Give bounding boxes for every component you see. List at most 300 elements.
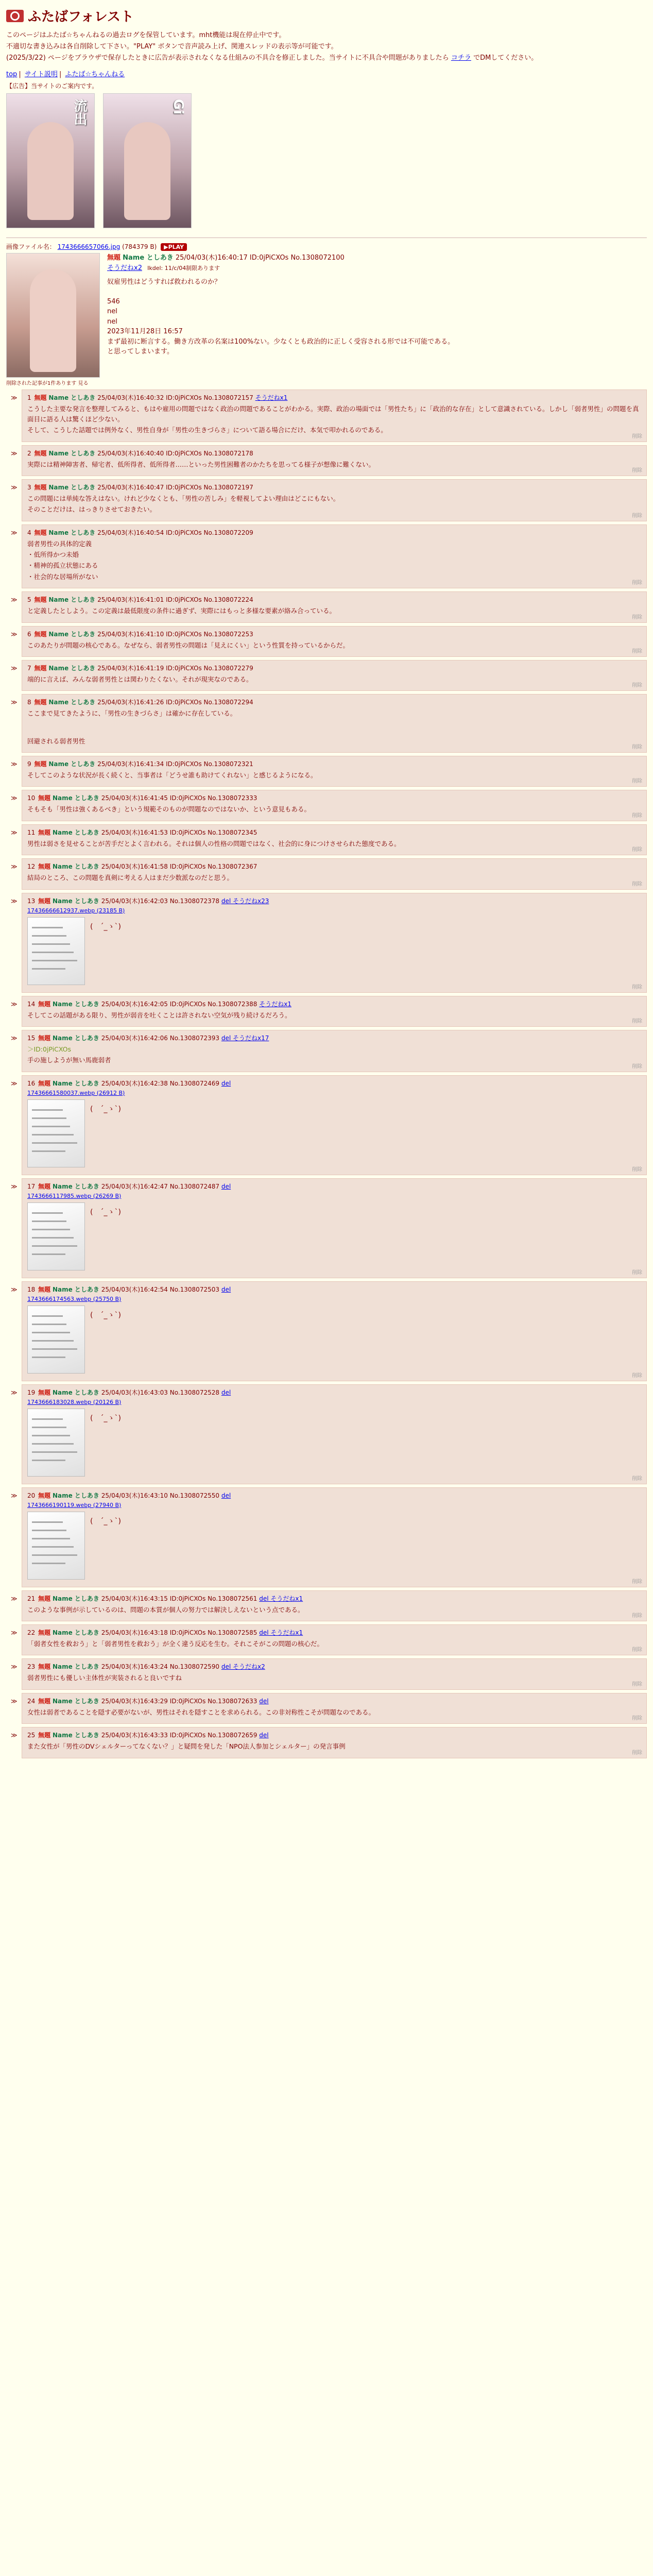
op-body: [107, 253, 454, 386]
intro-text: (2025/3/22) ページをブラウザで保存したときに広告が表示されなくなる仕組みの不具合を修正しました。当サイトに不具合や問題がありましたら: [6, 54, 449, 62]
reply-datetime: 25/04/03(木)16:41:19 ID:0jPiCXOs No.1308072279: [97, 664, 253, 672]
reply-number: 13: [27, 897, 36, 905]
reply-post: [11, 389, 647, 442]
reply-list: [6, 389, 647, 1758]
delete-button[interactable]: 削除: [632, 1579, 642, 1585]
reply-subject: 無題: [34, 394, 47, 402]
reply-datetime: 25/04/03(木)16:43:18 ID:0jPiCXOs No.1308072585: [101, 1629, 257, 1637]
reply-thumbnail[interactable]: [27, 1409, 85, 1477]
reply-media-row: [27, 1510, 641, 1582]
delete-button[interactable]: 削除: [632, 1476, 642, 1482]
sodane-button[interactable]: del: [221, 1285, 231, 1293]
nav-about-link[interactable]: サイト説明: [24, 71, 58, 79]
reply-header: [27, 1491, 641, 1500]
sodane-button[interactable]: del そうだねx17: [221, 1034, 269, 1042]
reply-name: Name としあき: [52, 1663, 99, 1671]
reply-datetime: 25/04/03(木)16:41:26 ID:0jPiCXOs No.1308072294: [97, 699, 253, 706]
op-line: まず最初に断言する。働き方改革の名案は100%ない。少なくとも政治的に正しく受容される形では不可能である。: [107, 337, 455, 346]
reply-body: [27, 770, 641, 780]
reply-subject: 無題: [34, 760, 47, 768]
reply-file-info: [27, 1296, 641, 1302]
delete-button[interactable]: 削除: [632, 984, 642, 990]
reply-body: [27, 640, 641, 650]
sodane-button[interactable]: del: [259, 1732, 269, 1739]
reply-post: [11, 1693, 647, 1724]
reply-header: [27, 759, 641, 768]
reply-number: 4: [27, 529, 31, 536]
reply-arrow-icon: ≫: [11, 1000, 18, 1008]
reply-datetime: 25/04/03(木)16:40:47 ID:0jPiCXOs No.1308072197: [97, 483, 253, 491]
reply-header: [27, 1182, 641, 1191]
sodane-button[interactable]: del: [221, 1492, 231, 1499]
reply-subject: 無題: [38, 897, 51, 905]
sodane-button[interactable]: del そうだねx2: [221, 1663, 265, 1671]
reply-body: [27, 674, 641, 684]
reply-arrow-icon: ≫: [11, 394, 18, 402]
reply-name: Name としあき: [52, 828, 99, 836]
reply-line: 女性は弱者であることを隠す必要がないが、男性はそれを隠すことを求められる。この非対称性こそが問題なのである。: [27, 1708, 375, 1716]
reply-name: Name としあき: [48, 760, 96, 768]
delete-button[interactable]: 削除: [632, 683, 642, 689]
reply-subject: 無題: [38, 1629, 51, 1637]
reply-name: Name としあき: [52, 1388, 99, 1396]
reply-line: 男性は弱さを見せることが苦手だとよく言われる。それは個人の性格の問題ではなく、社会的に身につけさせられた態度である。: [27, 839, 401, 848]
delete-button[interactable]: 削除: [632, 881, 642, 887]
reply-media-row: [27, 1200, 641, 1273]
reply-arrow-icon: ≫: [11, 1079, 18, 1087]
site-title[interactable]: ふたばフォレスト: [28, 9, 134, 25]
reply-post: [11, 1030, 647, 1072]
reply-file-link[interactable]: 1743666174563.webp (25750 B): [27, 1295, 122, 1302]
op-image-caption: 削除された記事が1件あります 見る: [6, 381, 89, 387]
reply-body: [27, 1741, 641, 1751]
reply-number: 14: [27, 1000, 36, 1008]
reply-line: また女性が「男性のDVシェルターってなくない？」と疑問を発した「NPO法人参加とシェルター」の発言事例: [27, 1742, 346, 1751]
delete-button[interactable]: 削除: [632, 778, 642, 785]
reply-arrow-icon: ≫: [11, 1732, 18, 1739]
reply-number: 6: [27, 630, 31, 638]
reply-header: [27, 1079, 641, 1088]
op-line: nel: [107, 317, 117, 326]
reply-file-info: [27, 1399, 641, 1405]
reply-line: [27, 720, 641, 727]
reply-post: [11, 1590, 647, 1621]
reply-header: [27, 862, 641, 871]
reply-number: 1: [27, 394, 31, 402]
reply-line: そもそも「男性は強くあるべき」という規範そのものが問題なのではないか、という意見もある。: [27, 805, 311, 814]
reply-datetime: 25/04/03(木)16:43:24 No.1308072590: [101, 1663, 219, 1671]
reply-thumbnail[interactable]: [27, 917, 85, 985]
reply-number: 23: [27, 1663, 36, 1671]
reply-header: [27, 828, 641, 837]
reply-datetime: 25/04/03(木)16:42:06 No.1308072393: [101, 1034, 219, 1042]
reply-file-link[interactable]: 17436666612937.webp (23185 B): [27, 907, 125, 914]
reply-datetime: 25/04/03(木)16:42:54 No.1308072503: [101, 1285, 219, 1293]
reply-post: [11, 790, 647, 821]
reply-datetime: 25/04/03(木)16:42:47 No.1308072487: [101, 1182, 219, 1190]
reply-arrow-icon: ≫: [11, 1629, 18, 1637]
intro-line: 不適切な書き込みは各自削除して下さい。"PLAY" ボタンで音声読み上げ、関連スレッドの表示等が可能です。: [6, 43, 338, 51]
reply-media-row: [27, 915, 641, 987]
reply-subject: 無題: [38, 1492, 51, 1499]
reply-body: [27, 873, 641, 883]
reply-name: Name としあき: [48, 596, 96, 604]
reply-number: 11: [27, 828, 36, 836]
reply-name: Name としあき: [52, 1595, 99, 1602]
delete-button[interactable]: 削除: [632, 1647, 642, 1653]
ad-banner[interactable]: [103, 93, 192, 228]
reply-subject: 無題: [38, 1079, 51, 1087]
reply-line: そしてこのような状況が長く続くと、当事者は「どうせ誰も助けてくれない」と感じるようになる。: [27, 771, 317, 779]
delete-button[interactable]: 削除: [632, 1750, 642, 1756]
reply-line: 弱者男性の具体的定義: [27, 539, 92, 548]
reply-arrow-icon: ≫: [11, 1663, 18, 1671]
reply-subject: 無題: [34, 483, 47, 491]
reply-post: [11, 626, 647, 657]
reply-header: [27, 1594, 641, 1603]
reply-subject: 無題: [38, 1663, 51, 1671]
reply-header: [27, 528, 641, 537]
reply-name: Name としあき: [52, 897, 99, 905]
sodane-button[interactable]: del そうだねx23: [221, 897, 269, 905]
delete-button[interactable]: 削除: [632, 467, 642, 473]
reply-name: Name としあき: [48, 529, 96, 536]
reply-file-info: [27, 1502, 641, 1509]
reply-header: [27, 449, 641, 457]
reply-text: ( ´_ゝ`): [90, 922, 121, 931]
delete-button[interactable]: 削除: [632, 1269, 642, 1276]
reply-post: [11, 1384, 647, 1484]
reply-datetime: 25/04/03(木)16:43:15 ID:0jPiCXOs No.1308072561: [101, 1595, 257, 1602]
ad-text: Gi: [170, 99, 186, 115]
reply-line: 端的に言えば、みんな弱者男性とは関わりたくない。それが現実なのである。: [27, 675, 253, 683]
reply-header: [27, 595, 641, 604]
reply-post: [11, 756, 647, 787]
reply-body: [27, 1605, 641, 1615]
reply-post: [11, 694, 647, 753]
reply-line: この問題には単純な答えはない。けれど少なくとも、「男性の苦しみ」を軽視してよい理由はどこにもない。: [27, 494, 340, 502]
reply-subject: 無題: [38, 1034, 51, 1042]
reply-post: [11, 824, 647, 855]
reply-subject: 無題: [38, 1732, 51, 1739]
reply-arrow-icon: ≫: [11, 1697, 18, 1705]
reply-post: [11, 591, 647, 622]
reply-post: [11, 524, 647, 589]
reply-number: 3: [27, 483, 31, 491]
reply-arrow-icon: ≫: [11, 1595, 18, 1602]
contact-link[interactable]: コチラ: [451, 54, 471, 62]
reply-post: [11, 893, 647, 993]
reply-datetime: 25/04/03(木)16:42:05 ID:0jPiCXOs No.1308072388: [101, 1000, 257, 1008]
reply-header: [27, 630, 641, 638]
reply-subject: 無題: [34, 449, 47, 457]
reply-number: 10: [27, 794, 36, 802]
reply-line: そのことだけは、はっきりさせておきたい。: [27, 505, 157, 514]
reply-number: 21: [27, 1595, 36, 1602]
reply-name: Name としあき: [48, 394, 96, 402]
reply-text: ( ´_ゝ`): [90, 1105, 121, 1113]
reply-subject: 無題: [34, 529, 47, 536]
reply-body: [27, 494, 641, 515]
reply-datetime: 25/04/03(木)16:43:10 No.1308072550: [101, 1492, 219, 1499]
sodane-button[interactable]: del そうだねx1: [259, 1629, 303, 1637]
reply-header: [27, 1628, 641, 1637]
reply-arrow-icon: ≫: [11, 630, 18, 638]
reply-datetime: 25/04/03(木)16:41:58 ID:0jPiCXOs No.1308072367: [101, 863, 257, 871]
delete-button[interactable]: 削除: [632, 812, 642, 819]
reply-line: ・社会的な居場所がない: [27, 572, 98, 581]
reply-line: ・低所得かつ未婚: [27, 551, 79, 559]
reply-number: 24: [27, 1697, 36, 1705]
reply-body: [27, 708, 641, 746]
delete-button[interactable]: 削除: [632, 648, 642, 654]
sodane-button[interactable]: del: [221, 1079, 231, 1087]
reply-line: ＞ID:0jPiCXOs: [27, 1045, 72, 1053]
reply-body: [27, 1044, 641, 1065]
ad-text: 流出: [72, 99, 87, 126]
reply-post: [11, 1658, 647, 1689]
reply-arrow-icon: ≫: [11, 596, 18, 604]
reply-body: [27, 1673, 641, 1683]
op-post: [6, 253, 647, 386]
reply-arrow-icon: ≫: [11, 828, 18, 836]
reply-arrow-icon: ≫: [11, 699, 18, 706]
reply-post: [11, 1624, 647, 1655]
delete-button[interactable]: 削除: [632, 744, 642, 751]
reply-line: 手の施しようが無い馬鹿弱者: [27, 1056, 111, 1064]
reply-arrow-icon: ≫: [11, 449, 18, 457]
reply-body: [27, 606, 641, 616]
delete-button[interactable]: 削除: [632, 1716, 642, 1722]
reply-post: [11, 660, 647, 691]
site-header: [6, 6, 647, 25]
delete-button[interactable]: 削除: [632, 847, 642, 853]
reply-media-row: [27, 1406, 641, 1479]
sodane-button[interactable]: del: [221, 1182, 231, 1190]
reply-name: Name としあき: [48, 483, 96, 491]
op-line: [107, 287, 454, 297]
reply-arrow-icon: ≫: [11, 760, 18, 768]
reply-line: 回避される弱者男性: [27, 737, 85, 745]
reply-datetime: 25/04/03(木)16:40:32 ID:0jPiCXOs No.1308072157: [97, 394, 253, 402]
reply-number: 22: [27, 1629, 36, 1637]
delete-button[interactable]: 削除: [632, 513, 642, 519]
reply-post: [11, 445, 647, 476]
reply-arrow-icon: ≫: [11, 664, 18, 672]
reply-file-link[interactable]: 17436661580037.webp (26912 B): [27, 1089, 125, 1096]
reply-post: [11, 479, 647, 521]
reply-name: Name としあき: [48, 699, 96, 706]
reply-arrow-icon: ≫: [11, 1034, 18, 1042]
reply-number: 25: [27, 1732, 36, 1739]
reply-arrow-icon: ≫: [11, 863, 18, 871]
reply-text: ( ´_ゝ`): [90, 1208, 121, 1216]
reply-subject: 無題: [38, 828, 51, 836]
reply-name: Name としあき: [52, 863, 99, 871]
reply-header: [27, 1285, 641, 1294]
reply-number: 16: [27, 1079, 36, 1087]
reply-header: [27, 1731, 641, 1739]
delete-button[interactable]: 削除: [632, 1063, 642, 1070]
futaba-logo-icon: [6, 10, 24, 22]
play-button[interactable]: ▶PLAY: [161, 243, 187, 251]
reply-number: 12: [27, 863, 36, 871]
op-subject: 無題: [107, 254, 121, 262]
sodane-button[interactable]: del: [259, 1697, 269, 1705]
ad-banner-row: [6, 93, 647, 228]
reply-post: [11, 1178, 647, 1278]
reply-number: 5: [27, 596, 31, 604]
delete-button[interactable]: 削除: [632, 1372, 642, 1379]
reply-line: [27, 728, 641, 735]
reply-file-info: [27, 907, 641, 914]
reply-datetime: 25/04/03(木)16:41:53 ID:0jPiCXOs No.1308072345: [101, 828, 257, 836]
reply-arrow-icon: ≫: [11, 897, 18, 905]
delete-button[interactable]: 削除: [632, 1681, 642, 1687]
reply-number: 2: [27, 449, 31, 457]
reply-name: Name としあき: [52, 1697, 99, 1705]
op-file-size: (784379 B): [122, 243, 157, 251]
reply-text: ( ´_ゝ`): [90, 1414, 121, 1422]
ad-label: 【広告】当サイトのご案内です。: [6, 82, 98, 90]
reply-thumbnail[interactable]: [27, 1306, 85, 1374]
reply-post: [11, 1075, 647, 1175]
reply-subject: 無題: [38, 1697, 51, 1705]
ad-figure-image: [124, 122, 170, 220]
delete-button[interactable]: 削除: [632, 614, 642, 620]
reply-number: 17: [27, 1182, 36, 1190]
reply-header: [27, 483, 641, 492]
file-label: 画像ファイル名：: [6, 243, 56, 251]
reply-body: [27, 404, 641, 435]
intro-text: でDMしてください。: [473, 54, 538, 62]
reply-datetime: 25/04/03(木)16:41:45 ID:0jPiCXOs No.1308072333: [101, 794, 257, 802]
op-file-link[interactable]: 1743666657066.jpg: [57, 243, 121, 251]
op-datetime: 25/04/03(木)16:40:17 ID:0jPiCXOs No.1308072100: [175, 254, 345, 262]
reply-header: [27, 1388, 641, 1397]
op-extra2: Ikdel: 11/c/04制限あります: [147, 264, 220, 272]
reply-datetime: 25/04/03(木)16:43:33 ID:0jPiCXOs No.1308072659: [101, 1732, 257, 1739]
reply-header: [27, 1697, 641, 1705]
reply-number: 18: [27, 1285, 36, 1293]
reply-body: [27, 804, 641, 814]
reply-number: 9: [27, 760, 31, 768]
reply-line: と定義したとしよう。この定義は最低限度の条件に過ぎず、実際にはもっと多様な要素が絡み合っている。: [27, 607, 336, 615]
reply-line: 実際には精神障害者、帰宅者、低所得者、低所得者……といった男性困難者のかたちを思ってる様子が想像に難くない。: [27, 460, 375, 468]
reply-body: [27, 460, 641, 469]
reply-post: [11, 1281, 647, 1381]
reply-post: [11, 1727, 647, 1758]
delete-button[interactable]: 削除: [632, 1166, 642, 1173]
reply-file-info: [27, 1193, 641, 1199]
intro-line: [6, 53, 647, 63]
reply-line: このような事例が示しているのは、問題の本質が個人の努力では解決しえないという点である。: [27, 1605, 304, 1614]
op-header: [107, 253, 454, 263]
sodane-button[interactable]: そうだねx2: [107, 264, 142, 272]
reply-line: 弱者男性にも優しい主体性が実装されると良いですね: [27, 1674, 182, 1682]
reply-line: そして、こうした話題では例外なく、男性自身が「男性の生きづらさ」について語る場合にだけ、本気で叩かれるのである。: [27, 426, 387, 434]
reply-arrow-icon: ≫: [11, 1182, 18, 1190]
reply-number: 20: [27, 1492, 36, 1499]
reply-subject: 無題: [38, 863, 51, 871]
reply-thumbnail[interactable]: [27, 1099, 85, 1167]
ad-banner[interactable]: [6, 93, 95, 228]
reply-subject: 無題: [38, 1000, 51, 1008]
reply-header: [27, 664, 641, 672]
reply-file-link[interactable]: 1743666190119.webp (27940 B): [27, 1501, 122, 1509]
reply-header: [27, 1033, 641, 1042]
reply-name: Name としあき: [52, 1492, 99, 1499]
delete-button[interactable]: 削除: [632, 1613, 642, 1619]
reply-name: Name としあき: [52, 1079, 99, 1087]
nav-futaba-link[interactable]: ふたば☆ちゃんねる: [65, 71, 125, 79]
reply-line: ここまで見てきたように、「男性の生きづらさ」は確かに存在している。: [27, 709, 237, 718]
reply-arrow-icon: ≫: [11, 1388, 18, 1396]
reply-body: [27, 839, 641, 849]
reply-post: [11, 1487, 647, 1587]
reply-datetime: 25/04/03(木)16:42:03 No.1308072378: [101, 897, 219, 905]
op-line: 546: [107, 297, 120, 306]
reply-name: Name としあき: [48, 630, 96, 638]
reply-media-row: [27, 1303, 641, 1376]
reply-body: [27, 1010, 641, 1020]
sodane-button[interactable]: del: [221, 1388, 231, 1396]
nav-top-link[interactable]: top: [6, 71, 18, 79]
sodane-button[interactable]: そうだねx1: [255, 394, 288, 402]
reply-thumbnail[interactable]: [27, 1512, 85, 1580]
reply-name: Name としあき: [52, 1732, 99, 1739]
reply-text: ( ´_ゝ`): [90, 1311, 121, 1319]
reply-file-link[interactable]: 1743666117985.webp (26269 B): [27, 1192, 122, 1199]
reply-subject: 無題: [34, 596, 47, 604]
op-name: Name としあき: [123, 254, 174, 262]
op-image[interactable]: [6, 253, 100, 378]
reply-body: [27, 1707, 641, 1717]
reply-datetime: 25/04/03(木)16:41:10 ID:0jPiCXOs No.1308072253: [97, 630, 253, 638]
delete-button[interactable]: 削除: [632, 1018, 642, 1024]
reply-media-row: [27, 1097, 641, 1170]
op-line: 奴雇男性はどうすれば救われるのか？: [107, 278, 221, 286]
delete-button[interactable]: 削除: [632, 433, 642, 439]
reply-subject: 無題: [38, 1595, 51, 1602]
reply-header: [27, 896, 641, 905]
reply-name: Name としあき: [52, 1182, 99, 1190]
reply-thumbnail[interactable]: [27, 1202, 85, 1270]
reply-datetime: 25/04/03(木)16:41:34 ID:0jPiCXOs No.1308072321: [97, 760, 253, 768]
reply-name: Name としあき: [52, 1629, 99, 1637]
reply-datetime: 25/04/03(木)16:42:38 No.1308072469: [101, 1079, 219, 1087]
op-file-info: [6, 242, 647, 251]
reply-number: 7: [27, 664, 31, 672]
reply-number: 8: [27, 699, 31, 706]
reply-subject: 無題: [38, 794, 51, 802]
reply-body: [27, 1639, 641, 1649]
delete-button[interactable]: 削除: [632, 580, 642, 586]
reply-file-link[interactable]: 1743666183028.webp (20126 B): [27, 1398, 122, 1405]
sodane-button[interactable]: del そうだねx1: [259, 1595, 303, 1602]
top-nav: top | サイト説明 | ふたば☆ちゃんねる: [6, 71, 125, 79]
reply-datetime: 25/04/03(木)16:40:54 ID:0jPiCXOs No.1308072209: [97, 529, 253, 536]
reply-subject: 無題: [38, 1285, 51, 1293]
ad-figure-image: [27, 122, 74, 220]
reply-name: Name としあき: [52, 1000, 99, 1008]
reply-arrow-icon: ≫: [11, 1492, 18, 1499]
reply-datetime: 25/04/03(木)16:41:01 ID:0jPiCXOs No.1308072224: [97, 596, 253, 604]
reply-name: Name としあき: [52, 1034, 99, 1042]
op-extra: [107, 263, 454, 274]
reply-header: [27, 999, 641, 1008]
sodane-button[interactable]: そうだねx1: [259, 1000, 292, 1008]
